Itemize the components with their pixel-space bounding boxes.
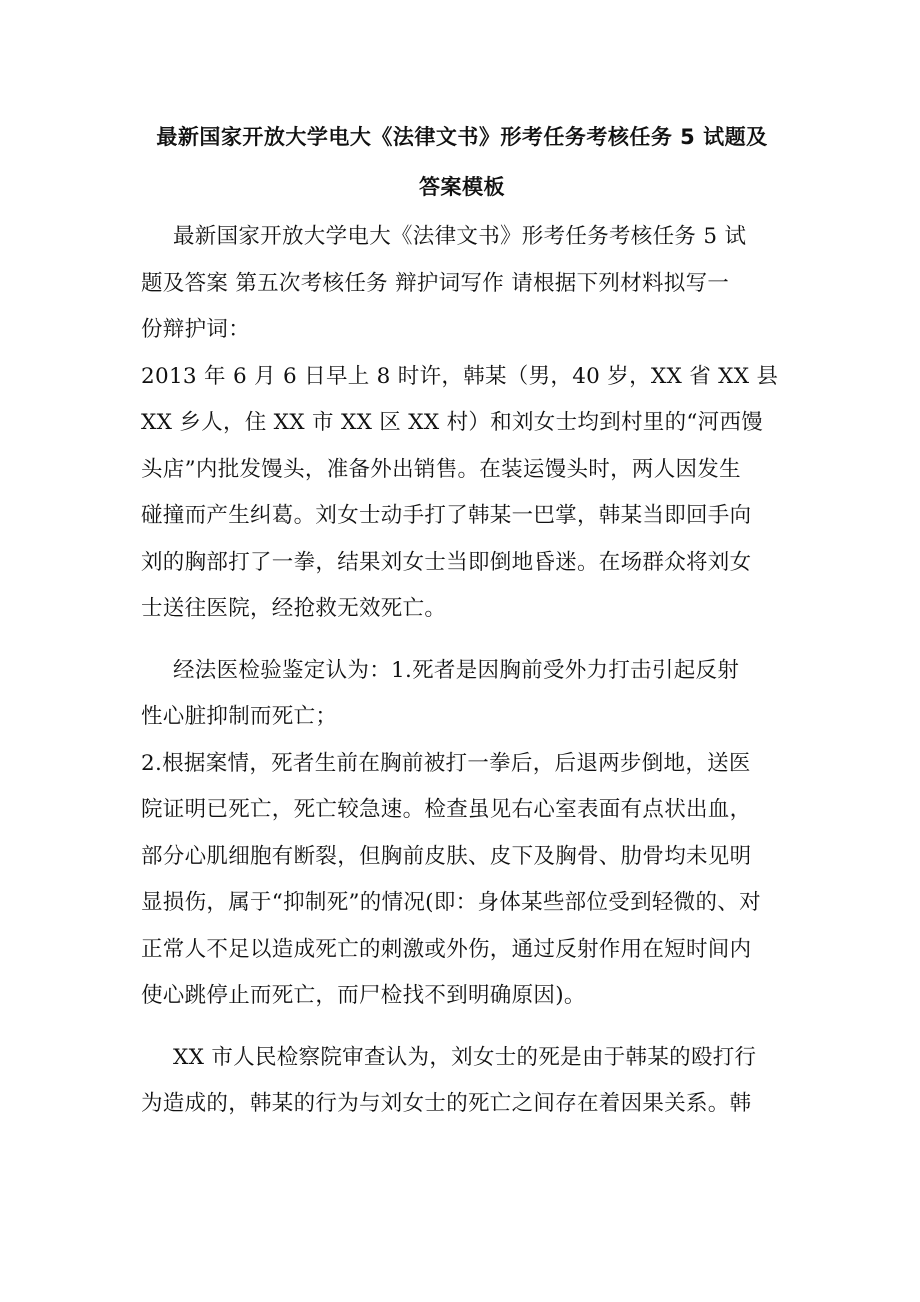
text-line: 题及答案 第五次考核任务 辩护词写作 请根据下列材料拟写一 [141, 270, 730, 296]
paragraph-forensic-details [141, 741, 783, 1020]
paragraph-procuratorate-review [141, 1035, 783, 1128]
text-line: 碰撞而产生纠葛。刘女士动手打了韩某一巴掌，韩某当即回手向 [141, 503, 752, 528]
document-body [141, 112, 783, 1128]
text-line: 最新国家开放大学电大《法律文书》形考任务考核任务 5 试 [173, 224, 747, 249]
text-line: 份辩护词： [141, 317, 251, 342]
text-line: 性心脏抑制而死亡； [141, 704, 338, 729]
text-line: 正常人不足以造成死亡的刺激或外伤，通过反射作用在短时间内 [141, 936, 752, 962]
text-line: XX 乡人，住 XX 市 XX 区 XX 村）和刘女士均到村里的“河西馒 [141, 410, 764, 435]
text-line: 2013 年 6 月 6 日早上 8 时许，韩某（男，40 岁，XX 省 XX 县 [141, 363, 779, 389]
text-line: 院证明已死亡，死亡较急速。检查虽见右心室表面有点状出血， [141, 797, 752, 822]
text-line: 经法医检验鉴定认为：1.死者是因胸前受外力打击引起反射 [173, 657, 740, 683]
text-line: 显损伤，属于“抑制死”的情况(即：身体某些部位受到轻微的、对 [141, 890, 761, 915]
text-line: 刘的胸部打了一拳，结果刘女士当即倒地昏迷。在场群众将刘女 [141, 549, 752, 575]
paragraph-gap [141, 1020, 783, 1035]
text-line: 为造成的，韩某的行为与刘女士的死亡之间存在着因果关系。韩 [141, 1091, 752, 1116]
title-line: 最新国家开放大学电大《法律文书》形考任务考核任务 5 试题及 [156, 125, 768, 149]
text-line: 2.根据案情，死者生前在胸前被打一拳后，后退两步倒地，送医 [141, 750, 751, 776]
paragraph-forensic-opinion [141, 648, 783, 741]
paragraph-gap [141, 633, 783, 648]
text-line: 使心跳停止而死亡，而尸检找不到明确原因)。 [141, 983, 586, 1008]
document-title [141, 112, 783, 212]
text-line: 士送往医院，经抢救无效死亡。 [141, 596, 447, 621]
paragraph-intro [141, 214, 783, 354]
paragraph-case-facts [141, 354, 783, 633]
text-line: XX 市人民检察院审查认为，刘女士的死是由于韩某的殴打行 [173, 1044, 757, 1070]
text-line: 头店”内批发馒头，准备外出销售。在装运馒头时，两人因发生 [141, 456, 741, 482]
text-line: 部分心肌细胞有断裂，但胸前皮肤、皮下及胸骨、肋骨均未见明 [141, 843, 752, 869]
title-line: 答案模板 [419, 175, 505, 199]
